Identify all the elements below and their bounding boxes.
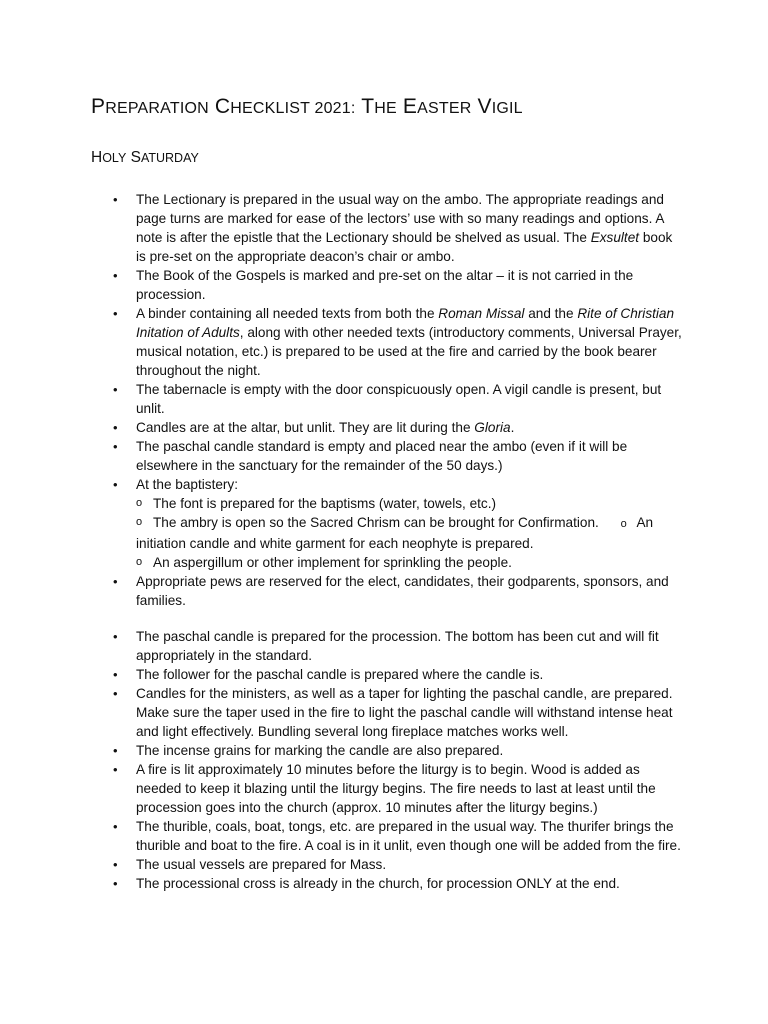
list-item [0, 475, 682, 494]
item-text: , along with other needed texts (introductory comments, Universal Prayer, musical notation, etc.) is prepared to be used at the fire and carried by the book bearer throughout the night. [136, 325, 682, 378]
list-item [0, 665, 682, 684]
sub-list-item [0, 494, 682, 513]
circle-bullet-icon: o [620, 518, 627, 530]
title-initial: P [91, 95, 106, 118]
title-word: HECKLIST 2021: [230, 100, 356, 117]
list-item [0, 741, 682, 760]
bullet-icon: • [113, 420, 118, 435]
item-text: The paschal candle is prepared for the procession. The bottom has been cut and will fit appropriately in the standard. [136, 629, 659, 663]
bullet-icon: • [113, 819, 118, 834]
title-word: ASTER [417, 100, 472, 117]
item-text: Candles for the ministers, as well as a taper for lighting the paschal candle, are prepared. Make sure the taper used in the fire to light the paschal candle will withstand intense heat and light effectively. Bundling several long fireplace matches works well. [136, 686, 673, 739]
bullet-icon: • [113, 686, 118, 701]
title-initial: E [402, 95, 418, 118]
item-text: The Book of the Gospels is marked and pre-set on the altar – it is not carried in the procession. [136, 268, 634, 302]
title-initial: V [477, 95, 492, 118]
bullet-icon: • [113, 876, 118, 891]
bullet-icon: • [113, 439, 118, 454]
list-item [0, 874, 682, 893]
title-initial: T [361, 95, 375, 118]
item-text: An [636, 515, 654, 530]
bullet-icon: • [113, 574, 118, 589]
list-item [0, 266, 682, 304]
item-text: The paschal candle standard is empty and placed near the ambo (even if it will be elsewhere in the sanctuary for the remainder of the 50 days.) [136, 439, 628, 473]
bullet-icon: • [113, 382, 118, 397]
item-text: Appropriate pews are reserved for the elect, candidates, their godparents, sponsors, and families. [136, 574, 669, 608]
title-initial: C [214, 95, 231, 118]
bullet-icon: • [113, 192, 118, 207]
item-text: The incense grains for marking the candle are also prepared. [136, 743, 504, 758]
item-text: The ambry is open so the Sacred Chrism can be brought for Confirmation. [153, 515, 599, 530]
list-item [0, 190, 682, 266]
list-item [0, 855, 682, 874]
heading-word: ATURDAY [140, 151, 199, 165]
circle-bullet-icon: o [136, 556, 143, 568]
item-text: . [510, 420, 515, 435]
page-title [91, 95, 731, 119]
item-text: The tabernacle is empty with the door conspicuously open. A vigil candle is present, but unlit. [136, 382, 662, 416]
item-text: The Lectionary is prepared in the usual way on the ambo. The appropriate readings and page turns are marked for ease of the lectors’ use with so many readings and options. A note is after the epistle that the Lectionary should be shelved as usual. The [136, 192, 664, 245]
list-item [0, 760, 682, 817]
title-word: HE [374, 100, 397, 117]
item-text: and the [524, 306, 578, 321]
item-text: The follower for the paschal candle is prepared where the candle is. [136, 667, 544, 682]
list-item [0, 572, 682, 610]
item-text: The usual vessels are prepared for Mass. [136, 857, 387, 872]
bullet-icon: • [113, 629, 118, 644]
title-word: IGIL [491, 100, 523, 117]
bullet-icon: • [113, 268, 118, 283]
item-text: initiation candle and white garment for each neophyte is prepared. [136, 536, 534, 551]
item-text: An aspergillum or other implement for sprinkling the people. [153, 555, 512, 570]
item-text: The font is prepared for the baptisms (water, towels, etc.) [153, 496, 497, 511]
heading-initial: H [91, 149, 103, 166]
item-text: Candles are at the altar, but unlit. They are lit during the [136, 420, 475, 435]
section-heading [91, 149, 491, 167]
list-item [0, 437, 682, 475]
bullet-icon: • [113, 667, 118, 682]
bullet-icon: • [113, 477, 118, 492]
item-text: book is pre-set on the appropriate deacon’s chair or ambo. [136, 230, 673, 264]
list-item [0, 418, 682, 437]
bullet-icon: • [113, 762, 118, 777]
list-item-continuation [0, 534, 682, 553]
item-text: A fire is lit approximately 10 minutes before the liturgy is to begin. Wood is added as needed to keep it blazing until the liturgy begins. The fire needs to last at least until the procession goes into the church (approx. 10 minutes after the liturgy begins.) [136, 762, 656, 815]
item-text: A binder containing all needed texts from both the [136, 306, 439, 321]
checklist [0, 190, 768, 893]
list-item [0, 817, 682, 855]
list-item [0, 627, 682, 665]
bullet-icon: • [113, 857, 118, 872]
title-word: REPARATION [105, 100, 209, 117]
item-emphasis: Roman Missal [438, 306, 525, 321]
circle-bullet-icon: o [136, 516, 143, 528]
bullet-icon: • [113, 743, 118, 758]
list-item [0, 304, 682, 380]
item-emphasis: Exsultet [590, 230, 640, 245]
sub-list-item [0, 513, 682, 534]
bullet-icon: • [113, 306, 118, 321]
spacer [0, 610, 768, 627]
item-emphasis: Rite of Christian Initation of Adults [136, 306, 675, 340]
circle-bullet-icon: o [136, 497, 143, 509]
list-item [0, 684, 682, 741]
item-text: At the baptistery: [136, 477, 239, 492]
heading-word: OLY [102, 151, 127, 165]
list-item [0, 380, 682, 418]
heading-initial: S [130, 149, 141, 166]
sub-list-item [0, 553, 682, 572]
item-text: The thurible, coals, boat, tongs, etc. are prepared in the usual way. The thurifer brings the thurible and boat to the fire. A coal is in it unlit, even though one will be added from the fire. [136, 819, 681, 853]
item-text: The processional cross is already in the church, for procession ONLY at the end. [136, 876, 620, 891]
item-emphasis: Gloria [474, 420, 511, 435]
